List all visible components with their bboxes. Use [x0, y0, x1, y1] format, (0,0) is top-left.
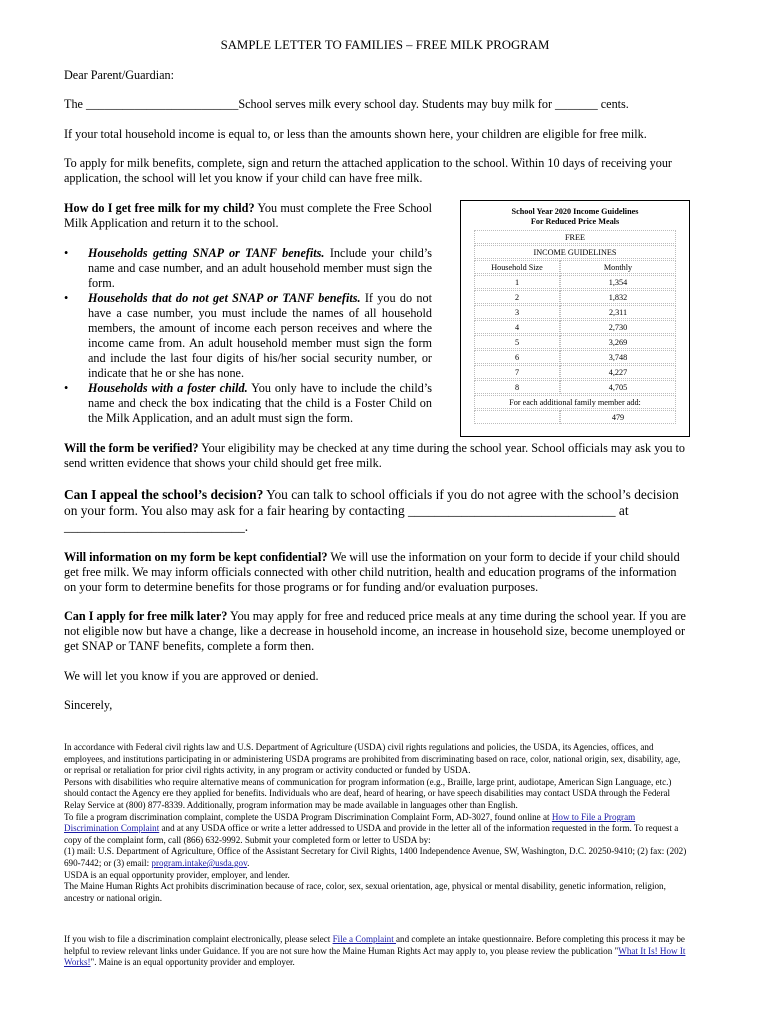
confidential-paragraph: [64, 550, 690, 595]
civil-rights-statement: [64, 742, 690, 904]
table-cell-size: 1: [474, 275, 560, 289]
page-title: SAMPLE LETTER TO FAMILIES – FREE MILK PROGRAM: [220, 38, 550, 52]
bullet-list: [64, 246, 432, 426]
civil-rights-p3-text-2: and at any USDA office or write a letter addressed to USDA and provide in the letter all of the information requested in the form. To request a copy of the complaint form, call (866) 632-9992. Submit your completed form or letter to USDA by:: [64, 823, 679, 845]
table-cell-size: 2: [474, 290, 560, 304]
table-cell-monthly: 1,832: [560, 290, 676, 304]
table-cell-size: 7: [474, 365, 560, 379]
appeal-answer: You can talk to school officials if you do not agree with the school’s decision on your form. You also may ask for a fair hearing by contacting _______________________________ at ___________________________.: [64, 487, 679, 534]
table-cell-monthly: 1,354: [560, 275, 676, 289]
bullet-lead: Households getting SNAP or TANF benefits.: [88, 246, 325, 260]
civil-rights-p3: [64, 812, 690, 847]
table-col-household-size: Household Size: [474, 260, 560, 274]
maine-statement: [64, 934, 690, 969]
verified-answer: Your eligibility may be checked at any time during the school year. School officials may ask you to send written evidence that shows your child should get free milk.: [64, 441, 685, 470]
list-item: [64, 381, 432, 426]
apply-paragraph: To apply for milk benefits, complete, sign and return the attached application to the school. Within 10 days of receiving your application, the school will let you know if your child can have free milk.: [64, 156, 672, 185]
table-cell-size: 5: [474, 335, 560, 349]
complaint-form-link[interactable]: How to File a Program Discrimination Complaint: [64, 811, 636, 834]
verified-question: Will the form be verified?: [64, 441, 199, 455]
maine-text-2: and complete an intake questionnaire. Before completing this process it may be helpful to review relevant links under Guidance. If you are not sure how the Maine Human Rights Act may apply to, you please review the publication ": [64, 934, 685, 956]
file-complaint-link[interactable]: File a Complaint: [332, 934, 397, 944]
table-title: School Year 2020 Income Guidelines: [511, 207, 639, 216]
table-col-monthly: Monthly: [560, 260, 676, 274]
table-cell-size: 8: [474, 380, 560, 394]
civil-rights-p5: USDA is an equal opportunity provider, employer, and lender.: [64, 869, 290, 880]
apply-later-answer: You may apply for free and reduced price meals at any time during the school year. If you are not eligible now but have a change, like a decrease in household income, an increase in household size, become unemployed or get SNAP or TANF benefits, complete a form then.: [64, 609, 686, 653]
table-cell-size: 6: [474, 350, 560, 364]
apply-later-question: Can I apply for free milk later?: [64, 609, 228, 623]
bullet-text: If you do not have a case number, you must include the names of all household members, the amount of income each person receives and where the income came from. An adult household member must sign the form and include the last four digits of his/her social security number, or indicate that he or she has none.: [88, 291, 432, 380]
civil-rights-p6: The Maine Human Rights Act prohibits discrimination because of race, color, sex, sexual orientation, age, physical or mental disability, genetic information, religion, ancestry or national origin.: [64, 881, 666, 903]
verified-paragraph: [64, 441, 690, 471]
table-cell-monthly: 4,227: [560, 365, 676, 379]
bullet-lead: Households that do not get SNAP or TANF benefits.: [88, 291, 361, 305]
salutation: Dear Parent/Guardian:: [64, 68, 174, 82]
list-item: [64, 246, 432, 291]
maine-text: If you wish to file a discrimination complaint electronically, please select: [64, 934, 333, 944]
appeal-paragraph: [64, 487, 690, 535]
bullet-text: Include your child’s name and case number, and an adult household member must sign the form.: [88, 246, 432, 290]
table-additional-value: 479: [560, 410, 676, 424]
table-additional-label: For each additional family member add:: [474, 395, 676, 409]
income-guidelines-table: [460, 200, 690, 437]
bullet-text: You only have to include the child’s name and check the box indicating that the child is a Foster Child on the Milk Application, and an adult must sign the form.: [88, 381, 433, 425]
confidential-answer: We will use the information on your form to decide if your child should get free milk. We may inform officials connected with other child nutrition, health and education programs of the information on your form to determine benefits for those programs or for funding and/or evaluation purposes.: [64, 550, 680, 594]
how-question: How do I get free milk for my child?: [64, 201, 255, 215]
table-free-header: FREE: [474, 230, 676, 244]
table-subtitle: For Reduced Price Meals: [530, 217, 620, 226]
table-cell-monthly: 3,748: [560, 350, 676, 364]
how-answer: You must complete the Free School Milk Application and return it to the school.: [64, 201, 432, 230]
apply-later-paragraph: [64, 609, 690, 654]
bullet-lead: Households with a foster child.: [88, 381, 248, 395]
approval-notice: We will let you know if you are approved or denied.: [64, 669, 319, 683]
how-paragraph: [64, 201, 432, 231]
table-cell-monthly: 2,730: [560, 320, 676, 334]
table-cell-monthly: 3,269: [560, 335, 676, 349]
eligibility-paragraph: If your total household income is equal to, or less than the amounts shown here, your children are eligible for free milk.: [64, 127, 647, 141]
civil-rights-p4-text: (1) mail: U.S. Department of Agriculture, Office of the Assistant Secretary for Civil Rights, 1400 Independence Avenue, SW, Washington, D.C. 20250-9410; (2) fax: (202) 690-7442; or (3) email:: [64, 846, 687, 868]
table-income-header: INCOME GUIDELINES: [474, 245, 676, 259]
email-link[interactable]: program.intake@usda.gov: [151, 857, 248, 868]
civil-rights-p1: In accordance with Federal civil rights law and U.S. Department of Agriculture (USDA) civil rights regulations and policies, the USDA, its Agencies, offices, and employees, and institutions participating in or administering USDA programs are prohibited from discriminating based on race, color, national origin, sex, disability, age, or reprisal or retaliation for prior civil rights activity, in any program or activity conducted or funded by USDA.: [64, 742, 681, 776]
closing: Sincerely,: [64, 698, 113, 712]
civil-rights-p3-text: To file a program discrimination complaint, complete the USDA Program Discrimination Complaint Form, AD-3027, found online at: [64, 811, 552, 822]
table-cell-monthly: 4,705: [560, 380, 676, 394]
table-additional-blank: [474, 410, 560, 424]
civil-rights-p4-text-2: .: [247, 857, 250, 868]
table-cell-monthly: 2,311: [560, 305, 676, 319]
intro-paragraph: The _________________________School serves milk every school day. Students may buy milk for _______ cents.: [64, 97, 629, 111]
publication-link[interactable]: What It Is! How It Works!: [64, 945, 686, 968]
civil-rights-p2: Persons with disabilities who require alternative means of communication for program information (e.g., Braille, large print, audiotape, American Sign Language, etc.) should contact the Agency ere they applied for benefits. Individuals who are deaf, heard of hearing, or have speech disabilities may contact USDA through the Federal Relay Service at (800) 877-8339. Additionally, program information may be made available in languages other than English.: [64, 776, 672, 810]
appeal-question: Can I appeal the school’s decision?: [64, 487, 264, 502]
maine-text-3: ". Maine is an equal opportunity provider and employer.: [90, 957, 295, 968]
confidential-question: Will information on my form be kept confidential?: [64, 550, 328, 564]
civil-rights-p4: [64, 846, 690, 869]
table-cell-size: 3: [474, 305, 560, 319]
table-cell-size: 4: [474, 320, 560, 334]
list-item: [64, 291, 432, 381]
